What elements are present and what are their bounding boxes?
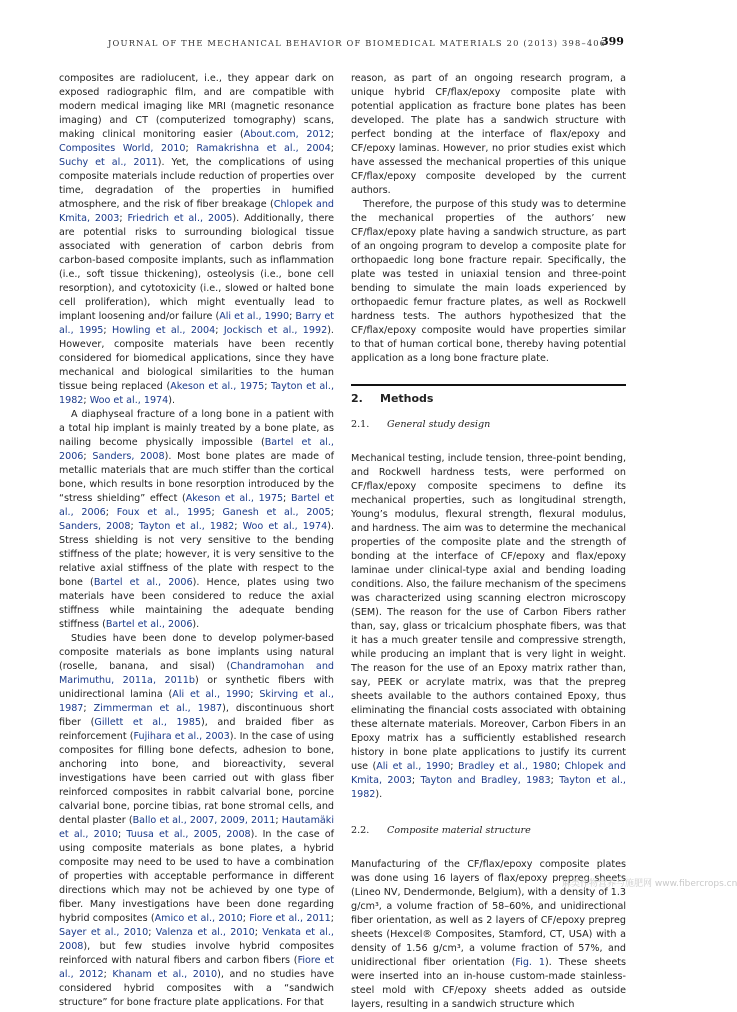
citation-link[interactable]: Venkata et al., 2008 bbox=[59, 927, 334, 952]
citation-link[interactable]: About.com, 2012 bbox=[243, 129, 331, 140]
citation-link[interactable]: Fiore et al., 2011 bbox=[249, 913, 331, 924]
watermark: 麻类作物营养与施肥网 www.fibercrops.cn bbox=[562, 879, 737, 889]
citation-link[interactable]: Sayer et al., 2010 bbox=[59, 927, 149, 938]
section-rule bbox=[351, 384, 626, 386]
citation-link[interactable]: Akeson et al., 1975 bbox=[185, 493, 284, 504]
citation-link[interactable]: Ali et al., 1990 bbox=[376, 761, 451, 772]
paragraph: composites are radiolucent, i.e., they appear dark on exposed radiographic film, and are compatible with modern medical imaging like MRI (magnetic resonance imaging) and CT (computerized tomography) scans, making clinical monitoring easier (About.com, 2012; Composites World, 2010; Ramakrishna et al., 2004; Suchy et al., 2011). Yet, the complications of using composite materials include reduction of properties over time, degradation of the properties in humified atmosphere, and the risk of fiber breakage (Chlopek and Kmita, 2003; Friedrich et al., 2005). Additionally, there are potential risks to surrounding biological tissue associated with generation of carbon debris from carbon-based composite implants, such as inflammation (i.e., soft tissue thickening), osteolysis (i.e., bone cell resorption), and cytotoxicity (i.e., slowed or halted bone cell proliferation), which might eventually lead to implant loosening and/or failure (Ali et al., 1990; Barry et al., 1995; Howling et al., 2004; Jockisch et al., 1992). However, composite materials have been recently considered for biomedical applications, since they have mechanical and biological similarities to the human tissue being replaced (Akeson et al., 1975; Tayton et al., 1982; Woo et al., 1974). bbox=[59, 73, 335, 406]
section-number: 2. bbox=[351, 392, 363, 405]
citation-link[interactable]: Amico et al., 2010 bbox=[154, 913, 243, 924]
citation-link[interactable]: Zimmerman et al., 1987 bbox=[93, 703, 223, 714]
citation-link[interactable]: Chlopek and Kmita, 2003 bbox=[351, 761, 626, 786]
citation-link[interactable]: Ballo et al., 2007, 2009, 2011 bbox=[132, 815, 276, 826]
citation-link[interactable]: Barry et al., 1995 bbox=[59, 311, 334, 336]
citation-link[interactable]: Ali et al., 1990 bbox=[172, 689, 251, 700]
paragraph: Manufacturing of the CF/flax/epoxy composite plates was done using 16 layers of flax/epoxy prepreg sheets (Lineo NV, Dendermonde, Belgium), with a density of 1.3 g/cm³, a volume fraction of 58–60%, and unidirectional fiber orientation, as well as 2 layers of CF/epoxy prepreg sheets (Hexcel® Composites, Stamford, CT, USA) with a density of 1.56 g/cm³, a volume fraction of 57%, and unidirectional fiber orientation (Fig. 1). These sheets were inserted into an in-house custom-made stainless-steel mold with CF/epoxy sheets added as outside layers, resulting in a sandwich structure which bbox=[351, 859, 627, 1010]
citation-link[interactable]: Hautamäki et al., 2010 bbox=[59, 815, 335, 840]
citation-link[interactable]: Suchy et al., 2011 bbox=[59, 157, 158, 168]
subsection-number: 2.1. bbox=[351, 419, 370, 430]
citation-link[interactable]: Chlopek and Kmita, 2003 bbox=[59, 199, 334, 224]
paragraph: Therefore, the purpose of this study was to determine the mechanical properties of the authors’ new CF/flax/epoxy plate having a sandwich structure, as part of an ongoing program to develop a composite plate for orthopaedic long bone fracture repair. Specifically, the plate was tested in uniaxial tension and three-point bending to simulate the main loads experienced by orthopaedic femur fracture plates, as well as Rockwell hardness tests. The authors hypothesized that the CF/flax/epoxy composite would have properties similar to that of human cortical bone, thereby having potential application as a long bone fracture plate. bbox=[351, 199, 626, 364]
citation-link[interactable]: Bartel et al., 2006 bbox=[59, 493, 334, 518]
citation-link[interactable]: Tayton et al., 1982 bbox=[59, 381, 334, 406]
journal-title: JOURNAL OF THE MECHANICAL BEHAVIOR OF BIOMEDICAL MATERIALS 20 (2013) 398–406 bbox=[108, 38, 607, 48]
citation-link[interactable]: Sanders, 2008 bbox=[92, 451, 165, 462]
citation-link[interactable]: Ramakrishna et al., 2004 bbox=[196, 143, 331, 154]
citation-link[interactable]: Ganesh et al., 2005 bbox=[222, 507, 331, 518]
citation-link[interactable]: Tuusa et al., 2005, 2008 bbox=[126, 829, 251, 840]
citation-link[interactable]: Fig. 1 bbox=[515, 957, 545, 968]
citation-link[interactable]: Ali et al., 1990 bbox=[219, 311, 290, 322]
subsection-heading bbox=[351, 824, 626, 838]
citation-link[interactable]: Foux et al., 1995 bbox=[116, 507, 212, 518]
page-number: 399 bbox=[601, 35, 624, 48]
subsection-heading bbox=[351, 418, 626, 432]
paragraph: reason, as part of an ongoing research program, a unique hybrid CF/flax/epoxy composite plate with potential application as fracture bone plates has been developed. The plate has a sandwich structure with perfect bonding at the interface of flax/epoxy and CF/epoxy laminas. However, no prior studies exist which have assessed the mechanical properties of this unique CF/flax/epoxy composite developed by the current authors. bbox=[351, 73, 626, 196]
citation-link[interactable]: Sanders, 2008 bbox=[59, 521, 131, 532]
citation-link[interactable]: Howling et al., 2004 bbox=[112, 325, 216, 336]
section-heading bbox=[351, 392, 626, 406]
citation-link[interactable]: Woo et al., 1974 bbox=[89, 395, 169, 406]
section-title: Methods bbox=[380, 392, 434, 405]
citation-link[interactable]: Friedrich et al., 2005 bbox=[127, 213, 233, 224]
citation-link[interactable]: Akeson et al., 1975 bbox=[170, 381, 265, 392]
citation-link[interactable]: Bartel et al., 2006 bbox=[59, 437, 334, 462]
running-header bbox=[0, 0, 678, 60]
subsection-number: 2.2. bbox=[351, 825, 370, 836]
citation-link[interactable]: Tayton and Bradley, 1983 bbox=[420, 775, 551, 786]
subsection-title: General study design bbox=[387, 419, 491, 430]
citation-link[interactable]: Composites World, 2010 bbox=[59, 143, 186, 154]
citation-link[interactable]: Fujihara et al., 2003 bbox=[133, 731, 230, 742]
citation-link[interactable]: Jockisch et al., 1992 bbox=[223, 325, 328, 336]
citation-link[interactable]: Valenza et al., 2010 bbox=[155, 927, 255, 938]
citation-link[interactable]: Skirving et al., 1987 bbox=[59, 689, 334, 714]
citation-link[interactable]: Bartel et al., 2006 bbox=[93, 577, 193, 588]
citation-link[interactable]: Khanam et al., 2010 bbox=[112, 969, 218, 980]
paragraph: Studies have been done to develop polymer-based composite materials as bone implants using natural (roselle, banana, and sisal) (Chandramohan and Marimuthu, 2011a, 2011b) or synthetic fibers with unidirectional lamina (Ali et al., 1990; Skirving et al., 1987; Zimmerman et al., 1987), discontinuous short fiber (Gillett et al., 1985), and braided fiber as reinforcement (Fujihara et al., 2003). In the case of using composites for filling bone defects, adhesion to bone, anchoring into bone, and bioreactivity, several investigations have been carried out with glass fiber reinforced composites in rabbit calvarial bone, porcine calvarial bone, porcine tibias, rat bone stromal cells, and dental plaster (Ballo et al., 2007, 2009, 2011; Hautamäki et al., 2010; Tuusa et al., 2005, 2008). In the case of using composite materials as bone plates, a hybrid composite may need to be used to have a combination of properties with acceptable performance in different directions which may not be achieved by one type of fiber. Many investigations have been done regarding hybrid composites (Amico et al., 2010; Fiore et al., 2011; Sayer et al., 2010; Valenza et al., 2010; Venkata et al., 2008), but few studies involve hybrid composites reinforced with natural fibers and carbon fibers (Fiore et al., 2012; Khanam et al., 2010), and no studies have considered hybrid composites with a “sandwich structure” for bone fracture plate applications. For that bbox=[59, 633, 335, 1008]
right-column bbox=[351, 72, 626, 1012]
left-column bbox=[59, 72, 334, 1010]
subsection-title: Composite material structure bbox=[387, 825, 531, 836]
citation-link[interactable]: Woo et al., 1974 bbox=[242, 521, 328, 532]
paragraph: Mechanical testing, include tension, three-point bending, and Rockwell hardness tests, were performed on CF/flax/epoxy composite specimens to define its mechanical properties, such as longitudinal strength, Young’s modulus, flexural strength, flexural modulus, and hardness. The aim was to determine the mechanical properties of the composite plate and the strength of bonding at the interface of CF/epoxy and flax/epoxy laminae under clinical-type axial and bending loading conditions. Also, the failure mechanism of the specimens was characterized using scanning electron microscopy (SEM). The reason for the use of Carbon Fibers rather than, say, glass or tricalcium phosphate fibers, was that it has a much greater tensile and compressive strength, while producing an implant that is very light in weight. The reason for the use of an Epoxy matrix rather than, say, PEEK or acrylate matrix, was that the prepreg sheets available to the authors contained Epoxy, thus eliminating the financial costs associated with obtaining these alternate materials. Moreover, Carbon Fibers in an Epoxy matrix has a sufficiently established research history in bone plate applications to justify its current use (Ali et al., 1990; Bradley et al., 1980; Chlopek and Kmita, 2003; Tayton and Bradley, 1983; Tayton et al., 1982). bbox=[351, 453, 626, 800]
paragraph: A diaphyseal fracture of a long bone in a patient with a total hip implant is mainly treated by a bone plate, as nailing become physically impossible (Bartel et al., 2006; Sanders, 2008). Most bone plates are made of metallic materials that are much stiffer than the cortical bone, which results in bone resorption introduced by the “stress shielding” effect (Akeson et al., 1975; Bartel et al., 2006; Foux et al., 1995; Ganesh et al., 2005; Sanders, 2008; Tayton et al., 1982; Woo et al., 1974). Stress shielding is not very sensitive to the bending stiffness of the plate; however, it is very sensitive to the relative axial stiffness of the plate with respect to the bone (Bartel et al., 2006). Hence, plates using two materials have been considered to reduce the axial stiffness while maintaining the adequate bending stiffness (Bartel et al., 2006). bbox=[59, 409, 334, 630]
citation-link[interactable]: Tayton et al., 1982 bbox=[138, 521, 235, 532]
citation-link[interactable]: Tayton et al., 1982 bbox=[351, 775, 626, 800]
citation-link[interactable]: Gillett et al., 1985 bbox=[94, 717, 201, 728]
citation-link[interactable]: Chandramohan and Marimuthu, 2011a, 2011b bbox=[59, 661, 334, 686]
citation-link[interactable]: Bartel et al., 2006 bbox=[105, 619, 193, 630]
citation-link[interactable]: Bradley et al., 1980 bbox=[457, 761, 557, 772]
citation-link[interactable]: Fiore et al., 2012 bbox=[59, 955, 334, 980]
